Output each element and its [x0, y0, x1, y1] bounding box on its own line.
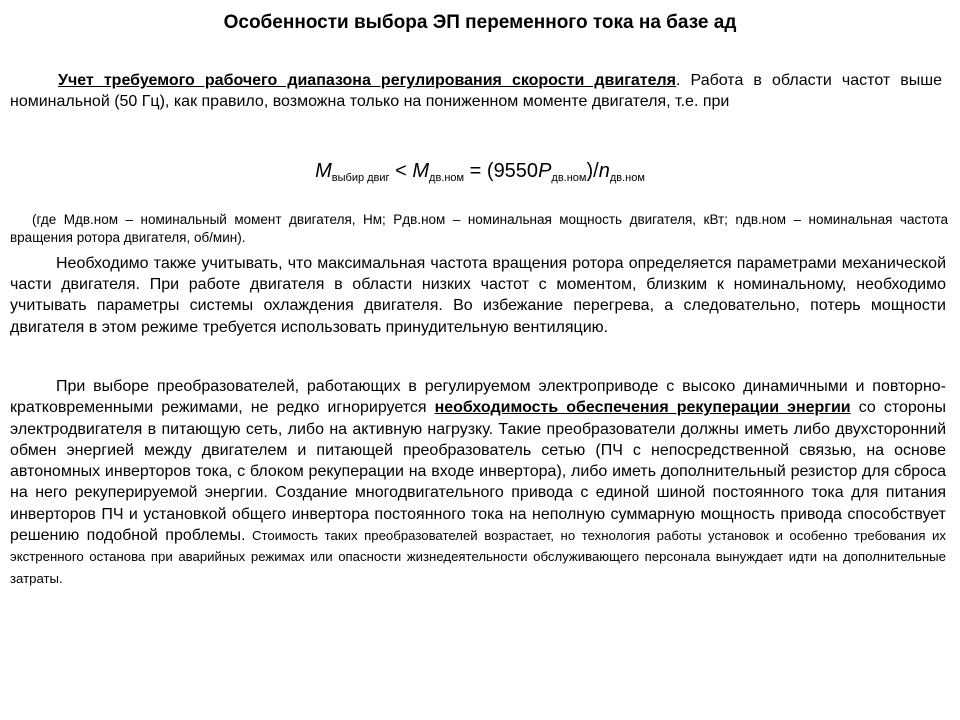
slide-title: Особенности выбора ЭП переменного тока на базе ад — [223, 12, 737, 33]
paragraph-recuperation — [10, 376, 946, 589]
formula-symbol-p: P — [538, 160, 552, 182]
underlined-lead: Учет требуемого рабочего диапазона регулирования скорости двигателя — [58, 72, 677, 89]
formula-symbol-n: n — [598, 160, 610, 182]
paragraph-text: со стороны электродвигателя в питающую сеть, либо на активную нагрузку. Такие преобразователи должны иметь либо двухсторонний обмен энергией между двигателем и питающей преобразователь сетью (ПЧ с непосредственной связью, на основе автономных инверторов тока, с блоком рекуперации на входе инвертора), либо иметь дополнительный резистор для сброса на него рекуперируемой энергии. Создание многодвигательного привода с единой шиной постоянного тока для питания инверторов ПЧ и установкой общего инвертора постоянного тока на неполную суммарную мощность привода способствует решению подобной проблемы. — [10, 399, 946, 545]
torque-formula — [0, 157, 960, 192]
note-text: (где Mдв.ном – номинальный момент двигателя, Нм; Pдв.ном – номинальная мощность двигателя, кВт; nдв.ном – номинальная частота вращения ротора двигателя, об/мин). — [10, 212, 948, 245]
paragraph-text: При выборе преобразователей, работающих в регулируемом электроприводе с высоко динамичными и повторно-кратковременными режимами, не редко игнорируется — [10, 378, 946, 417]
formula-note — [10, 211, 948, 247]
formula-subscript: выбир двиг — [331, 172, 390, 184]
paragraph-small-text: Стоимость таких преобразователей возрастает, но технология работы установок и особенно требования их экстренного останова при аварийных режимах или опасности жизнедеятельности обслуживающего персонала вынуждает идти на дополнительные затраты. — [10, 528, 946, 586]
paragraph-cooling — [10, 253, 946, 338]
formula-subscript: дв.ном — [609, 172, 645, 184]
formula-symbol-m: M — [315, 160, 332, 182]
formula-operator: < — [389, 160, 413, 182]
underlined-emphasis: необходимость обеспечения рекуперации энергии — [434, 399, 851, 417]
paragraph-text: Необходимо также учитывать, что максимальная частота вращения ротора определяется параметрами механической части двигателя. При работе двигателя в области низких частот с моментом, близким к номинальному, необходимо учитывать параметры системы охлаждения двигателя. Во избежание перегрева, а следовательно, потерь мощности двигателя в этом режиме требуется использовать принудительную вентиляцию. — [10, 255, 946, 336]
formula-divide: )/ — [586, 160, 599, 182]
paragraph-speed-range — [10, 70, 942, 112]
formula-subscript: дв.ном — [429, 172, 465, 184]
formula-equals: = (9550 — [464, 160, 539, 182]
formula-symbol-m-nom: M — [412, 160, 430, 182]
paragraph-text: . Работа в области частот выше номинальной (50 Гц), как правило, возможна только на пониженном моменте двигателя, т.е. при — [10, 72, 943, 110]
formula-subscript: дв.ном — [551, 172, 587, 184]
